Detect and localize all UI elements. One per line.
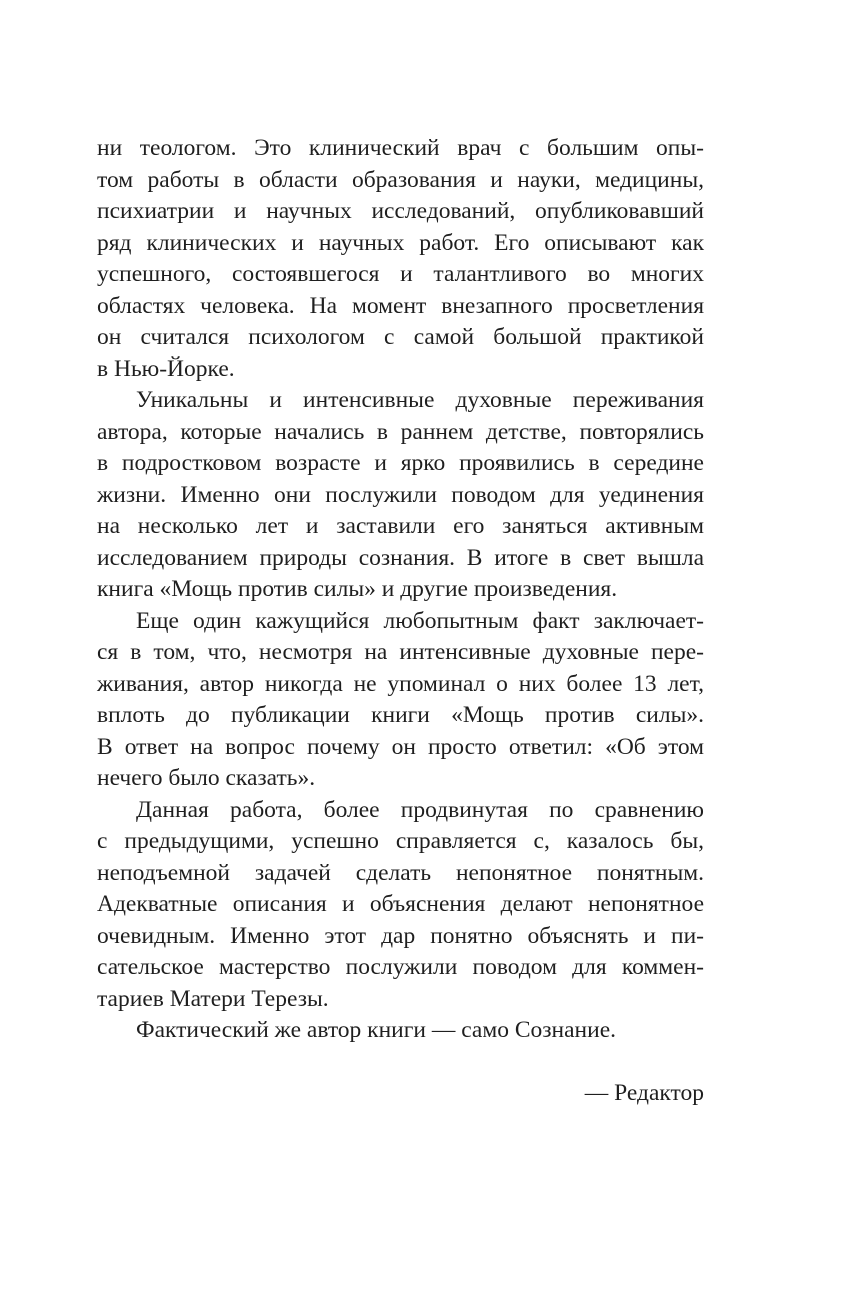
text-line: Уникальны и интенсивные духовные переживания bbox=[136, 387, 704, 413]
text-line: ся в том, что, несмотря на интенсивные духовные пере- bbox=[97, 639, 704, 665]
text-line: нечего было сказать». bbox=[97, 765, 316, 791]
paragraph-3 bbox=[97, 606, 704, 795]
text-line: В ответ на вопрос почему он просто ответил: «Об этом bbox=[97, 733, 704, 760]
text-line: в Нью-Йорке. bbox=[97, 355, 235, 382]
text-line: Фактический же автор книги — само Сознание. bbox=[136, 1017, 617, 1043]
paragraph-4 bbox=[97, 795, 704, 1016]
text-line: неподъемной задачей сделать непонятное понятным. bbox=[97, 859, 704, 886]
text-line: в подростковом возрасте и ярко проявились в середине bbox=[97, 450, 704, 476]
text-line: Данная работа, более продвинутая по сравнению bbox=[136, 796, 704, 823]
text-line: сательское мастерство послужили поводом для коммен- bbox=[97, 954, 704, 980]
text-line: психиатрии и научных исследований, опубликовавший bbox=[97, 198, 704, 224]
text-line: ни теологом. Это клинический врач с большим опы- bbox=[97, 135, 704, 161]
page-text bbox=[97, 133, 704, 1110]
text-line: с предыдущими, успешно справляется с, казалось бы, bbox=[97, 828, 704, 854]
text-line: жизни. Именно они послужили поводом для уединения bbox=[97, 481, 704, 508]
editor-signature: — Редактор bbox=[584, 1080, 704, 1106]
text-line: успешного, состоявшегося и талантливого во многих bbox=[97, 261, 704, 287]
text-line: на несколько лет и заставили его заняться активным bbox=[97, 513, 704, 539]
text-line: автора, которые начались в раннем детстве, повторялись bbox=[97, 418, 704, 445]
text-line: вплоть до публикации книги «Мощь против силы». bbox=[97, 702, 704, 728]
text-line: тариев Матери Терезы. bbox=[97, 985, 329, 1012]
text-line: исследованием природы сознания. В итоге в свет вышла bbox=[97, 544, 704, 571]
text-line: Адекватные описания и объяснения делают непонятное bbox=[97, 891, 704, 917]
text-line: живания, автор никогда не упоминал о них более 13 лет, bbox=[97, 670, 704, 697]
paragraph-1 bbox=[97, 133, 704, 385]
paragraph-2 bbox=[97, 385, 704, 606]
text-line: очевидным. Именно этот дар понятно объяснять и пи- bbox=[97, 922, 704, 949]
text-line: ряд клинических и научных работ. Его описывают как bbox=[97, 229, 704, 256]
text-line: областях человека. На момент внезапного просветления bbox=[97, 292, 704, 319]
paragraph-5 bbox=[97, 1015, 704, 1047]
text-line: книга «Мощь против силы» и другие произведения. bbox=[97, 576, 618, 602]
text-line: он считался психологом с самой большой практикой bbox=[97, 324, 704, 350]
text-line: Еще один кажущийся любопытным факт заключает- bbox=[136, 607, 704, 634]
text-line: том работы в области образования и науки, медицины, bbox=[97, 166, 704, 193]
